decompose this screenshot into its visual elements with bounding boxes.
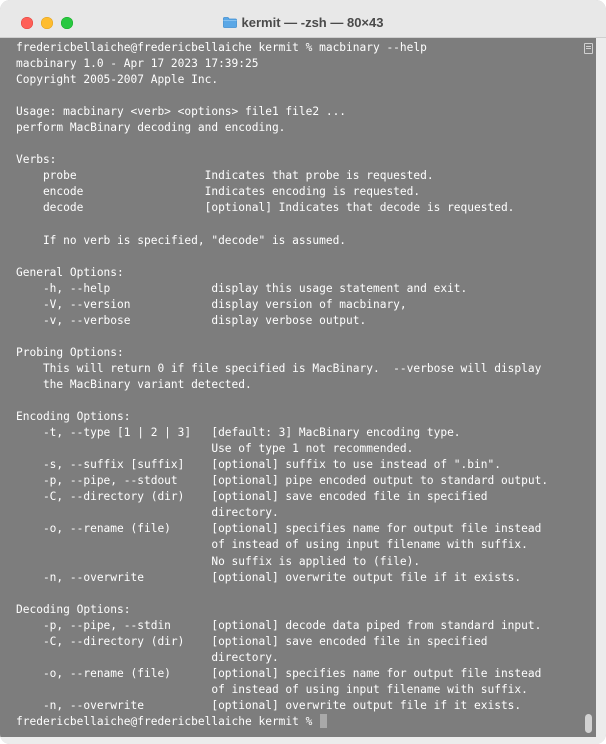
terminal-line: Copyright 2005-2007 Apple Inc. bbox=[16, 73, 219, 87]
prompt-text: fredericbellaiche@fredericbellaiche kermit % bbox=[16, 714, 320, 728]
window-edge-bottom bbox=[0, 737, 606, 744]
terminal-line: -t, --type [1 | 2 | 3] [default: 3] MacBinary encoding type. bbox=[16, 426, 461, 440]
terminal-line bbox=[16, 136, 548, 152]
terminal-line: -p, --pipe, --stdout [optional] pipe encoded output to standard output. bbox=[16, 474, 549, 488]
terminal-line: the MacBinary variant detected. bbox=[16, 377, 252, 391]
terminal-line: -o, --rename (file) [optional] specifies name for output file instead bbox=[16, 666, 542, 680]
terminal-line bbox=[16, 217, 548, 233]
terminal-line: -C, --directory (dir) [optional] save encoded file in specified bbox=[16, 634, 488, 648]
terminal-line: macbinary 1.0 - Apr 17 2023 17:39:25 bbox=[16, 57, 259, 71]
terminal-line bbox=[16, 249, 548, 265]
terminal-prompt-line[interactable] bbox=[16, 714, 548, 730]
text-cursor bbox=[320, 714, 327, 728]
terminal-line bbox=[16, 88, 548, 104]
terminal-line: Decoding Options: bbox=[16, 602, 131, 616]
title-bar[interactable] bbox=[0, 0, 606, 38]
terminal-line: of instead of using input filename with suffix. bbox=[16, 682, 528, 696]
terminal-output[interactable] bbox=[0, 38, 596, 737]
scroll-marker-icon bbox=[584, 43, 593, 54]
terminal-line: -o, --rename (file) [optional] specifies name for output file instead bbox=[16, 522, 542, 536]
window-title: kermit — -zsh — 80×43 bbox=[241, 15, 384, 30]
folder-icon bbox=[223, 17, 237, 28]
terminal-line: This will return 0 if file specified is MacBinary. --verbose will display bbox=[16, 361, 542, 375]
terminal-line: Use of type 1 not recommended. bbox=[16, 442, 414, 456]
terminal-line: General Options: bbox=[16, 265, 124, 279]
terminal-line: If no verb is specified, "decode" is assumed. bbox=[16, 233, 347, 247]
terminal-line: Probing Options: bbox=[16, 345, 124, 359]
terminal-line bbox=[16, 329, 548, 345]
terminal-line: Usage: macbinary <verb> <options> file1 file2 ... bbox=[16, 105, 347, 119]
terminal-text[interactable] bbox=[16, 40, 548, 730]
terminal-line: -n, --overwrite [optional] overwrite output file if it exists. bbox=[16, 570, 522, 584]
terminal-line: directory. bbox=[16, 650, 279, 664]
terminal-line: decode [optional] Indicates that decode is requested. bbox=[16, 201, 515, 215]
terminal-line bbox=[16, 393, 548, 409]
terminal-line bbox=[16, 586, 548, 602]
terminal-line: -C, --directory (dir) [optional] save encoded file in specified bbox=[16, 490, 488, 504]
terminal-line: -p, --pipe, --stdin [optional] decode data piped from standard input. bbox=[16, 618, 542, 632]
terminal-line: -n, --overwrite [optional] overwrite output file if it exists. bbox=[16, 698, 522, 712]
terminal-line: perform MacBinary decoding and encoding. bbox=[16, 121, 286, 135]
terminal-line: of instead of using input filename with suffix. bbox=[16, 538, 528, 552]
terminal-line: -h, --help display this usage statement and exit. bbox=[16, 281, 468, 295]
scrollbar-track[interactable] bbox=[580, 38, 596, 737]
terminal-line: -v, --verbose display verbose output. bbox=[16, 313, 367, 327]
terminal-line: fredericbellaiche@fredericbellaiche kermit % macbinary --help bbox=[16, 41, 427, 54]
terminal-line: probe Indicates that probe is requested. bbox=[16, 169, 434, 183]
terminal-line: -s, --suffix [suffix] [optional] suffix to use instead of ".bin". bbox=[16, 458, 501, 472]
terminal-line: No suffix is applied to (file). bbox=[16, 554, 421, 568]
window-title-container bbox=[0, 14, 606, 32]
window-edge-right bbox=[596, 38, 606, 744]
terminal-line: Verbs: bbox=[16, 153, 57, 167]
terminal-line: directory. bbox=[16, 506, 279, 520]
terminal-line: -V, --version display version of macbinary, bbox=[16, 297, 407, 311]
scrollbar-thumb[interactable] bbox=[585, 714, 592, 733]
terminal-line: encode Indicates encoding is requested. bbox=[16, 185, 421, 199]
terminal-line: Encoding Options: bbox=[16, 410, 131, 424]
